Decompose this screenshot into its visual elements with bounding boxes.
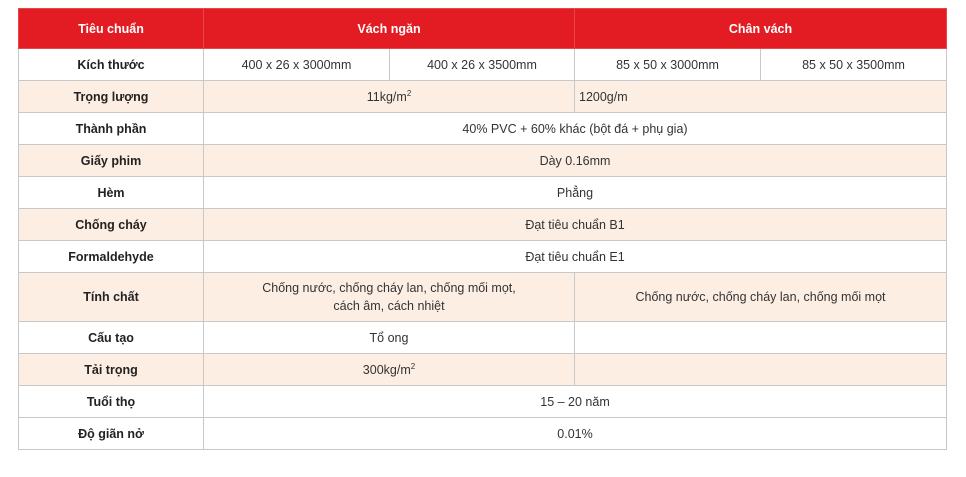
size-partition-3500: 400 x 26 x 3500mm: [390, 49, 575, 81]
properties-partition-line2: cách âm, cách nhiệt: [333, 299, 445, 313]
row-label: Hèm: [19, 177, 204, 209]
row-film: [19, 145, 947, 177]
header-row: [19, 9, 947, 49]
row-label: Độ giãn nở: [19, 418, 204, 450]
row-load: [19, 354, 947, 386]
properties-base: Chống nước, chống cháy lan, chống mối mọt: [575, 273, 947, 322]
properties-partition-line1: Chống nước, chống cháy lan, chống mối mọt,: [262, 281, 516, 295]
properties-partition: [204, 273, 575, 322]
load-base: [575, 354, 947, 386]
size-base-3000: 85 x 50 x 3000mm: [575, 49, 761, 81]
row-label: Giấy phim: [19, 145, 204, 177]
row-label: Tính chất: [19, 273, 204, 322]
row-label: Cấu tạo: [19, 322, 204, 354]
row-label: Trọng lượng: [19, 81, 204, 113]
weight-partition: [204, 81, 575, 113]
row-label: Kích thước: [19, 49, 204, 81]
weight-partition-value: 11kg/m: [366, 89, 407, 104]
row-expansion: [19, 418, 947, 450]
row-label: Chống cháy: [19, 209, 204, 241]
row-groove: [19, 177, 947, 209]
header-partition: Vách ngăn: [204, 9, 575, 49]
fireproof-value: Đạt tiêu chuẩn B1: [204, 209, 947, 241]
lifespan-value: 15 – 20 năm: [204, 386, 947, 418]
film-value: Dày 0.16mm: [204, 145, 947, 177]
specs-table: [18, 8, 947, 450]
load-partition-value: 300kg/m: [362, 362, 411, 377]
row-label: Thành phần: [19, 113, 204, 145]
row-size: [19, 49, 947, 81]
row-composition: [19, 113, 947, 145]
row-structure: [19, 322, 947, 354]
weight-base: 1200g/m: [575, 81, 947, 113]
row-label: Tuổi thọ: [19, 386, 204, 418]
load-partition-sup: 2: [410, 361, 416, 371]
row-label: Tải trọng: [19, 354, 204, 386]
row-properties: [19, 273, 947, 322]
load-partition: [204, 354, 575, 386]
header-standard: Tiêu chuẩn: [19, 9, 204, 49]
row-formaldehyde: [19, 241, 947, 273]
size-base-3500: 85 x 50 x 3500mm: [761, 49, 947, 81]
structure-partition: Tổ ong: [204, 322, 575, 354]
row-label: Formaldehyde: [19, 241, 204, 273]
weight-partition-sup: 2: [406, 88, 412, 98]
formaldehyde-value: Đạt tiêu chuẩn E1: [204, 241, 947, 273]
composition-value: 40% PVC + 60% khác (bột đá + phụ gia): [204, 113, 947, 145]
expansion-value: 0.01%: [204, 418, 947, 450]
header-base: Chân vách: [575, 9, 947, 49]
groove-value: Phẳng: [204, 177, 947, 209]
size-partition-3000: 400 x 26 x 3000mm: [204, 49, 390, 81]
row-lifespan: [19, 386, 947, 418]
row-fireproof: [19, 209, 947, 241]
structure-base: [575, 322, 947, 354]
row-weight: [19, 81, 947, 113]
